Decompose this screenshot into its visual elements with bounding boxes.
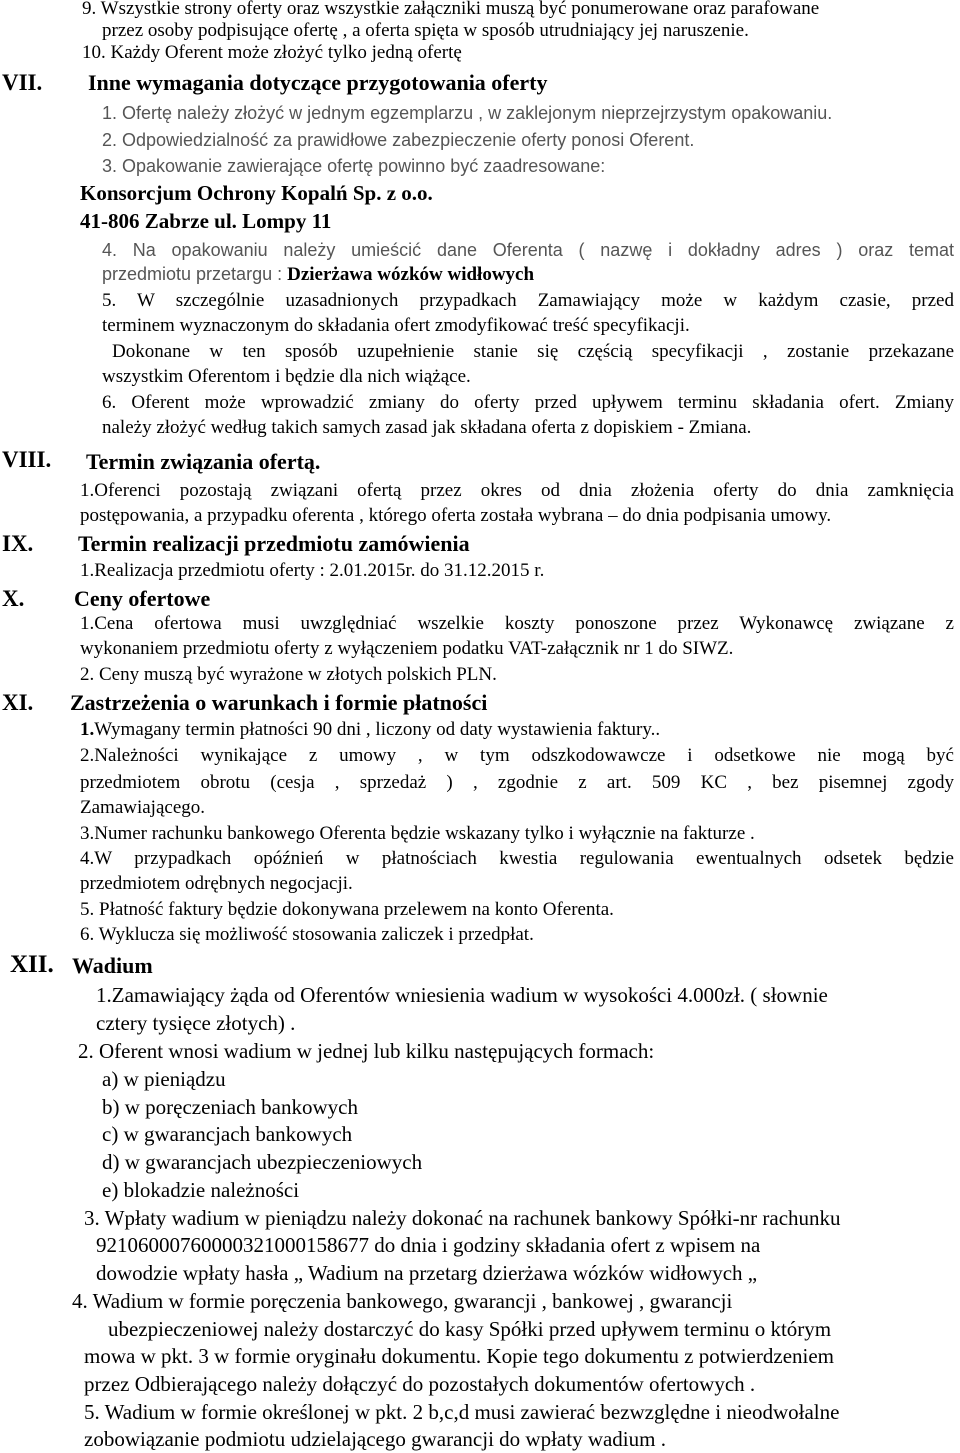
- item-9-line-1: 9. Wszystkie strony oferty oraz wszystkie załączniki muszą być ponumerowane oraz parafowane: [82, 0, 820, 19]
- section-9-title: Termin realizacji przedmiotu zamówienia: [78, 531, 470, 556]
- s7-item-4-label: przedmiotu przetargu :: [102, 264, 288, 284]
- s11-item-4-line-1: 4.W przypadkach opóźnień w płatnościach kwestia regulowania ewentualnych odsetek będzie: [80, 848, 954, 869]
- section-7-title: Inne wymagania dotyczące przygotowania oferty: [88, 70, 548, 95]
- form-option-b: b) w poręczeniach bankowych: [102, 1095, 358, 1119]
- form-option-c: c) w gwarancjach bankowych: [102, 1122, 353, 1146]
- s12-item-3-line-2: 92106000760000321000158677 do dnia i godziny składania ofert z wpisem na: [96, 1233, 761, 1257]
- s11-item-5: 5. Płatność faktury będzie dokonywana przelewem na konto Oferenta.: [80, 899, 614, 920]
- address-line-2: 41-806 Zabrze ul. Lompy 11: [80, 209, 332, 233]
- s7-item-5-line-1: 5. W szczególnie uzasadnionych przypadkach Zamawiający może w każdym czasie, przed: [102, 290, 954, 311]
- s7-item-5-line-2: terminem wyznaczonym do składania ofert zmodyfikować treść specyfikacji.: [102, 315, 690, 336]
- form-option-d: d) w gwarancjach ubezpieczeniowych: [102, 1150, 423, 1174]
- s12-item-5-line-2: zobowiązanie podmiotu udzielającego gwarancji do wpłaty wadium .: [84, 1427, 666, 1451]
- s12-item-4-line-1: 4. Wadium w formie poręczenia bankowego, gwarancji , bankowej , gwarancji: [72, 1289, 733, 1313]
- section-12-title: Wadium: [72, 953, 153, 978]
- s11-item-1-number: 1.: [80, 719, 95, 740]
- section-8-title: Termin związania ofertą.: [86, 449, 321, 474]
- s11-item-2-line-1: 2.Należności wynikające z umowy , w tym odszkodowawcze i odsetkowe nie mogą być: [80, 745, 954, 766]
- form-option-a: a) w pieniądzu: [102, 1067, 226, 1091]
- s10-item-1-line-1: 1.Cena ofertowa musi uwzględniać wszelkie koszty ponoszone przez Wykonawcę związane z: [80, 613, 954, 634]
- s8-item-1-line-1: 1.Oferenci pozostają związani ofertą przez okres od dnia złożenia oferty do dnia zamknięcia: [80, 480, 954, 501]
- s9-item-1: 1.Realizacja przedmiotu oferty : 2.01.2015r. do 31.12.2015 r.: [80, 560, 545, 581]
- s12-item-3-line-1: 3. Wpłaty wadium w pieniądzu należy dokonać na rachunek bankowy Spółki-nr rachunku: [84, 1206, 841, 1230]
- s11-item-2-line-3: Zamawiającego.: [80, 797, 206, 818]
- s7-item-1: 1. Ofertę należy złożyć w jednym egzemplarzu , w zaklejonym nieprzejrzystym opakowaniu.: [102, 103, 833, 123]
- section-10-title: Ceny ofertowe: [74, 586, 211, 611]
- s7-item-3: 3. Opakowanie zawierające ofertę powinno być zaadresowane:: [102, 156, 606, 176]
- item-9-line-2: przez osoby podpisujące ofertę , a oferta spięta w sposób utrudniający jej naruszenie.: [102, 20, 749, 41]
- s11-item-6: 6. Wyklucza się możliwość stosowania zaliczek i przedpłat.: [80, 924, 534, 945]
- section-10-number: X.: [2, 586, 25, 611]
- section-8-number: VIII.: [2, 447, 52, 472]
- tender-subject: Dzierżawa wózków widłowych: [287, 264, 535, 285]
- s12-item-1-line-2: cztery tysięce złotych) .: [96, 1011, 296, 1035]
- s7-item-6-line-1: 6. Oferent może wprowadzić zmiany do oferty przed upływem terminu składania ofert. Zmiany: [102, 392, 954, 413]
- s12-item-1-line-1: 1.Zamawiający żąda od Oferentów wniesienia wadium w wysokości 4.000zł. ( słownie: [96, 983, 828, 1007]
- section-12-number: XII.: [10, 951, 54, 978]
- s11-item-3: 3.Numer rachunku bankowego Oferenta będzie wskazany tylko i wyłącznie na fakturze .: [80, 823, 755, 844]
- s7-item-4-line-2: [102, 263, 534, 286]
- s12-item-2: 2. Oferent wnosi wadium w jednej lub kilku następujących formach:: [78, 1039, 655, 1063]
- s7-item-4-line-1: 4. Na opakowaniu należy umieścić dane Oferenta ( nazwę i dokładny adres ) oraz temat: [102, 240, 954, 260]
- item-10: 10. Każdy Oferent może złożyć tylko jedną ofertę: [82, 42, 462, 63]
- s7-item-6-line-2: należy złożyć według takich samych zasad jak składana oferta z dopiskiem - Zmiana.: [102, 417, 752, 438]
- section-11-number: XI.: [2, 690, 34, 715]
- s12-item-3-line-3: dowodzie wpłaty hasła „ Wadium na przetarg dzierżawa wózków widłowych „: [96, 1261, 758, 1285]
- s7-item-5-line-4: wszystkim Oferentom i będzie dla nich wiążące.: [102, 366, 471, 387]
- section-9-number: IX.: [2, 531, 34, 556]
- section-11-title: Zastrzeżenia o warunkach i formie płatności: [70, 690, 488, 715]
- s10-item-2: 2. Ceny muszą być wyrażone w złotych polskich PLN.: [80, 664, 497, 685]
- s7-item-2: 2. Odpowiedzialność za prawidłowe zabezpieczenie oferty ponosi Oferent.: [102, 130, 695, 150]
- s12-item-4-line-2: ubezpieczeniowej należy dostarczyć do kasy Spółki przed upływem terminu o którym: [108, 1317, 832, 1341]
- s12-item-4-line-4: przez Odbierającego należy dołączyć do pozostałych dokumentów ofertowych .: [84, 1372, 756, 1396]
- s11-item-1: [80, 719, 660, 741]
- s8-item-1-line-2: postępowania, a przypadku oferenta , którego oferta została wybrana – do dnia podpisania umowy.: [80, 505, 832, 526]
- s11-item-4-line-2: przedmiotem odrębnych negocjacji.: [80, 873, 353, 894]
- s10-item-1-line-2: wykonaniem przedmiotu oferty z wyłączeniem podatku VAT-załącznik nr 1 do SIWZ.: [80, 638, 734, 659]
- s11-item-1-text: Wymagany termin płatności 90 dni , liczony od daty wystawienia faktury..: [94, 719, 661, 740]
- s11-item-2-line-2: przedmiotem obrotu (cesja , sprzedaż ) , zgodnie z art. 509 KC , bez pisemnej zgody: [80, 772, 954, 793]
- section-7-number: VII.: [2, 70, 43, 95]
- s7-item-5-line-3: Dokonane w ten sposób uzupełnienie stanie się częścią specyfikacji , zostanie przekazane: [112, 341, 954, 362]
- s12-item-4-line-3: mowa w pkt. 3 w formie oryginału dokumentu. Kopie tego dokumentu z potwierdzeniem: [84, 1344, 835, 1368]
- s12-item-5-line-1: 5. Wadium w formie określonej w pkt. 2 b,c,d musi zawierać bezwzględne i nieodwołalne: [84, 1400, 840, 1424]
- address-line-1: Konsorcjum Ochrony Kopalń Sp. z o.o.: [80, 181, 433, 205]
- form-option-e: e) blokadzie należności: [102, 1178, 300, 1202]
